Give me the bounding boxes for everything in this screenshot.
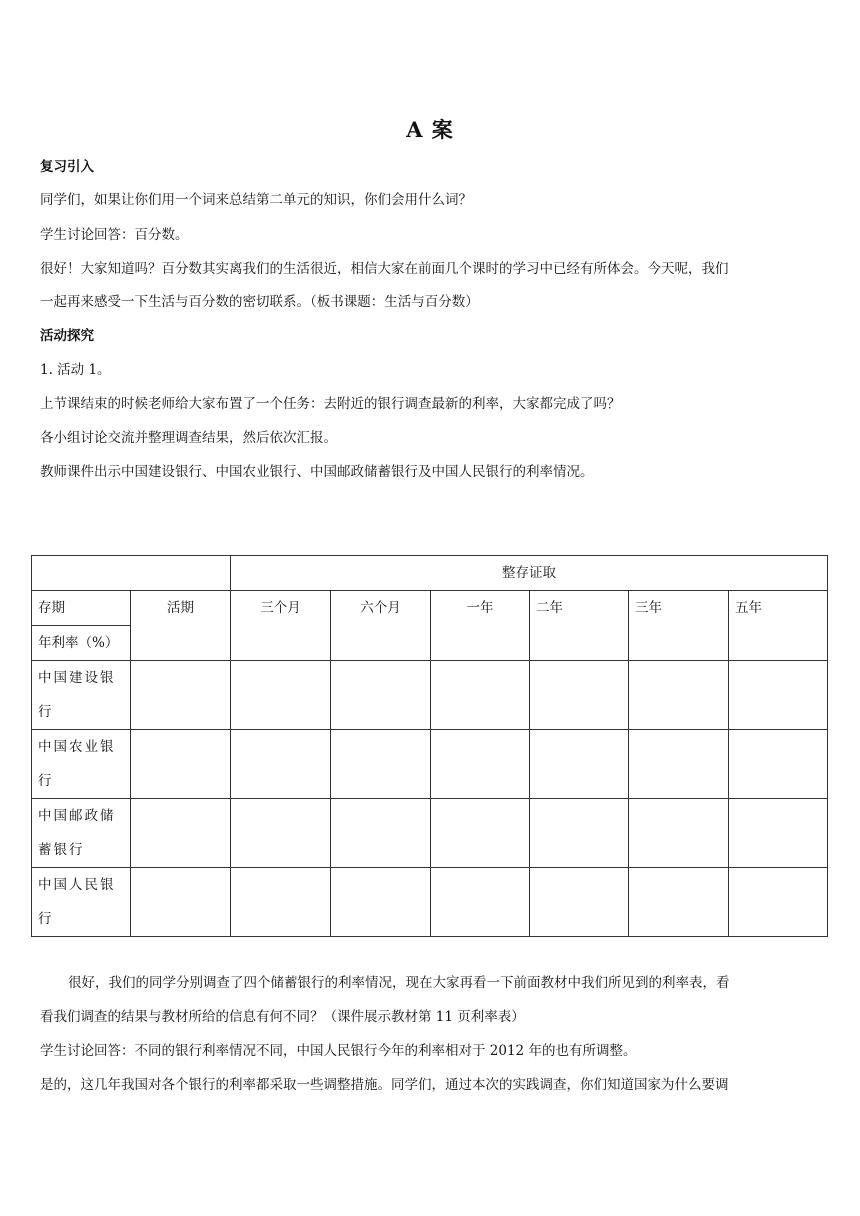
paragraph: 很好！大家知道吗？百分数其实离我们的生活很近，相信大家在前面几个课时的学习中已经有所体会。今天呢，我们 <box>40 261 729 277</box>
paragraph: 同学们，如果让你们用一个词来总结第二单元的知识，你们会用什么词？ <box>40 192 472 208</box>
column-header: 五年 <box>729 591 828 661</box>
paragraph: 是的，这几年我国对各个银行的利率都采取一些调整措施。同学们，通过本次的实践调查，你们知道国家为什么要调 <box>40 1077 729 1093</box>
table-group-header: 整存证取 <box>231 556 828 591</box>
bank-name-cell: 中国邮政储 蓄银行 <box>32 799 131 868</box>
column-header: 一年 <box>431 591 530 661</box>
column-header: 活期 <box>131 591 231 661</box>
column-header: 三个月 <box>231 591 331 661</box>
table-corner-top: 存期 <box>32 591 131 626</box>
paragraph: 学生讨论回答：不同的银行利率情况不同，中国人民银行今年的利率相对于 2012 年的也有所调整。 <box>40 1043 637 1059</box>
paragraph: 一起再来感受一下生活与百分数的密切联系。（板书课题：生活与百分数） <box>40 294 479 310</box>
table-row <box>32 868 828 937</box>
table-row <box>32 730 828 799</box>
section-heading-activity: 活动探究 <box>40 328 94 344</box>
table-corner-empty <box>32 556 231 591</box>
document-title: A 案 <box>406 117 454 142</box>
column-header: 三年 <box>629 591 729 661</box>
paragraph: 教师课件出示中国建设银行、中国农业银行、中国邮政储蓄银行及中国人民银行的利率情况。 <box>40 464 594 480</box>
bank-name-cell: 中国农业银 行 <box>32 730 131 799</box>
paragraph: 各小组讨论交流并整理调查结果，然后依次汇报。 <box>40 430 337 446</box>
table-row <box>32 661 828 730</box>
bank-name-cell: 中国人民银 行 <box>32 868 131 937</box>
table-corner-bottom: 年利率（%） <box>32 626 131 661</box>
table-row <box>32 799 828 868</box>
section-heading-review: 复习引入 <box>40 159 94 175</box>
paragraph: 看我们调查的结果与教材所给的信息有何不同？（课件展示教材第 11 页利率表） <box>40 1009 525 1025</box>
paragraph: 上节课结束的时候老师给大家布置了一个任务：去附近的银行调查最新的利率，大家都完成了吗？ <box>40 396 621 412</box>
paragraph: 很好，我们的同学分别调查了四个储蓄银行的利率情况，现在大家再看一下前面教材中我们所见到的利率表，看 <box>68 975 730 991</box>
list-item: 1. 活动 1。 <box>40 362 111 378</box>
paragraph: 学生讨论回答：百分数。 <box>40 227 189 243</box>
interest-rate-table <box>31 555 828 937</box>
column-header: 二年 <box>530 591 629 661</box>
bank-name-cell: 中国建设银 行 <box>32 661 131 730</box>
column-header: 六个月 <box>331 591 431 661</box>
